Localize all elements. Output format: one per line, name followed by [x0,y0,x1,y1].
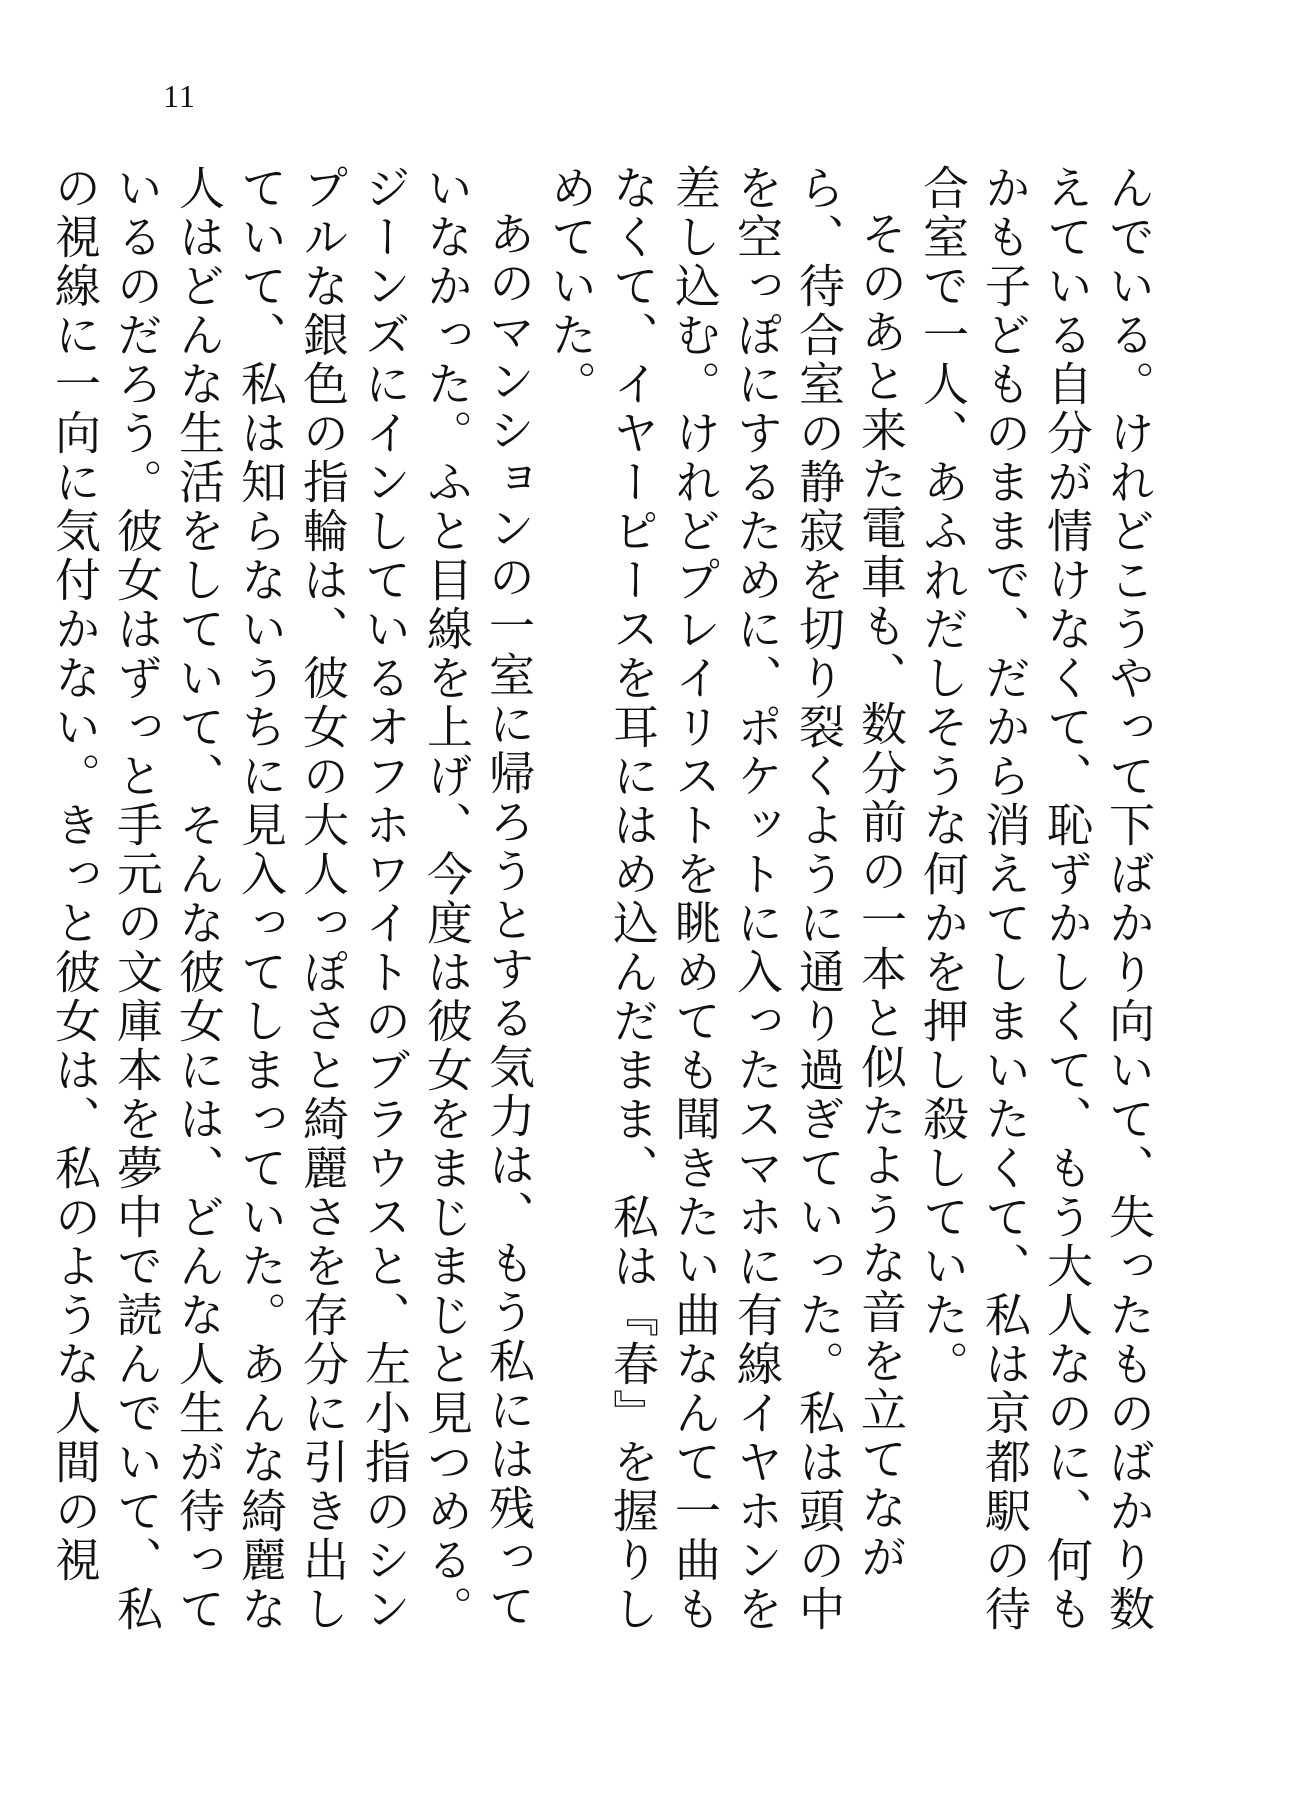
page-number: 11 [163,78,196,114]
paragraph-3: あのマンションの一室に帰ろうとする気力は、もう私には残っていなかった。ふと目線を上げ、今度は彼女をまじまじと見つめる。ジーンズにインしているオフホワイトのブラウスと、左小指のシンプルな銀色の指輪は、彼女の大人っぽさと綺麗さを存分に引き出していて、私は知らないうちに見入ってしまっていた。あんな綺麗な人はどんな生活をしていて、そんな彼女には、どんな人生が待っているのだろう。彼女はずっと手元の文庫本を夢中で読んでいて、私の視線に一向に気付かない。きっと彼女は、私のような人間の視 [48,164,536,1634]
vertical-body-text [48,164,1160,1664]
paragraph-1: んでいる。けれどこうやって下ばかり向いて、失ったものばかり数えている自分が情けなくて、恥ずかしくて、もう大人なのに、何もかも子どものままで、だから消えてしまいたくて、私は京都駅の待合室で一人、あふれだしそうな何かを押し殺していた。 [916,164,1156,1634]
paragraph-2: そのあと来た電車も、数分前の一本と似たような音を立てながら、待合室の静寂を切り裂くように通り過ぎていった。私は頭の中を空っぽにするために、ポケットに入ったスマホに有線イヤホンを差し込む。けれどプレイリストを眺めても聞きたい曲なんて一曲もなくて、イヤーピースを耳にはめ込んだまま、私は『春』を握りしめていた。 [544,164,908,1634]
